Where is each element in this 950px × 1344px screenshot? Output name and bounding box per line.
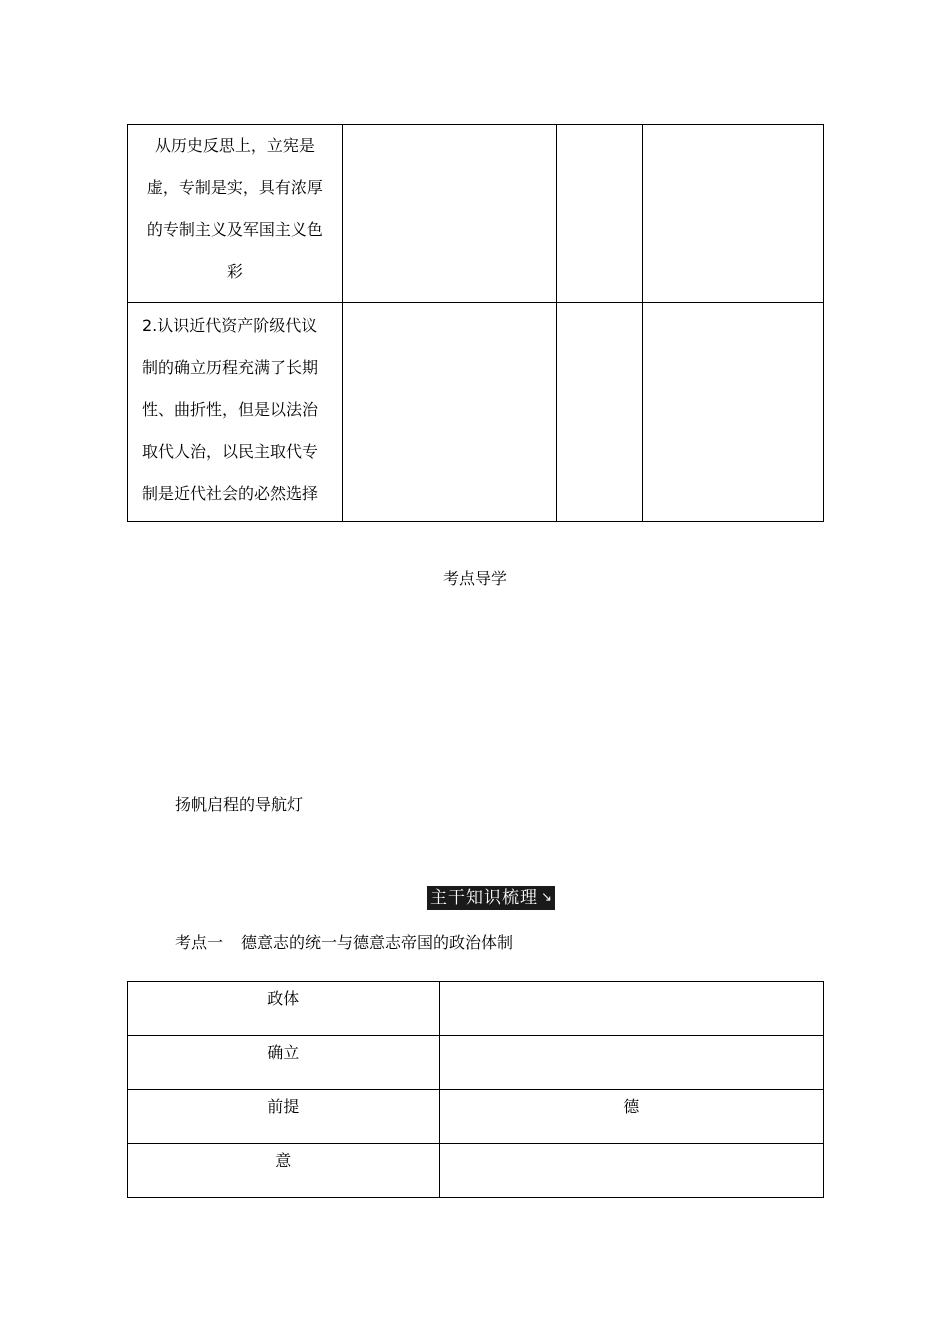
top-table xyxy=(127,124,824,522)
table-cell-key xyxy=(128,1036,440,1090)
table-cell-key xyxy=(128,1090,440,1144)
table-cell-value xyxy=(439,1090,823,1144)
cell-text: 政体 xyxy=(267,989,300,1008)
banner-label: 主干知识梳理 xyxy=(430,888,538,908)
table-cell xyxy=(643,303,824,522)
banner-badge xyxy=(427,886,555,910)
table-cell xyxy=(128,303,343,522)
table-row xyxy=(128,1036,824,1090)
cell-text: 前提 xyxy=(267,1097,300,1116)
table-row xyxy=(128,125,824,303)
table-cell xyxy=(557,303,643,522)
table-cell xyxy=(128,125,343,303)
table-cell-value xyxy=(439,1144,823,1198)
table-cell xyxy=(342,303,557,522)
topic-label: 考点一 xyxy=(175,933,224,952)
cell-text: 从历史反思上，立宪是虚，专制是实，具有浓厚的专制主义及军国主义色彩 xyxy=(146,136,323,281)
table-cell xyxy=(342,125,557,303)
cell-text: 确立 xyxy=(267,1043,300,1062)
subtitle-line: 扬帆启程的导航灯 xyxy=(175,795,304,814)
table-cell-key xyxy=(128,982,440,1036)
cell-text: 德 xyxy=(623,1097,640,1116)
table-cell xyxy=(557,125,643,303)
table-row xyxy=(128,982,824,1036)
cell-text: 意 xyxy=(275,1151,292,1170)
table-cell-value xyxy=(439,982,823,1036)
table-row xyxy=(128,303,824,522)
table-cell-value xyxy=(439,1036,823,1090)
topic-heading xyxy=(175,930,513,953)
topic-title: 德意志的统一与德意志帝国的政治体制 xyxy=(241,933,514,952)
table-row xyxy=(128,1090,824,1144)
cell-text: 2.认识近代资产阶级代议制的确立历程充满了长期性、曲折性，但是以法治取代人治，以民主取代专制是近代社会的必然选择 xyxy=(142,316,319,503)
table-cell xyxy=(643,125,824,303)
table-cell-key xyxy=(128,1144,440,1198)
table-row xyxy=(128,1144,824,1198)
bottom-table xyxy=(127,981,824,1198)
arrow-down-right-icon: ↘ xyxy=(541,890,553,905)
section-title: 考点导学 xyxy=(442,569,507,588)
